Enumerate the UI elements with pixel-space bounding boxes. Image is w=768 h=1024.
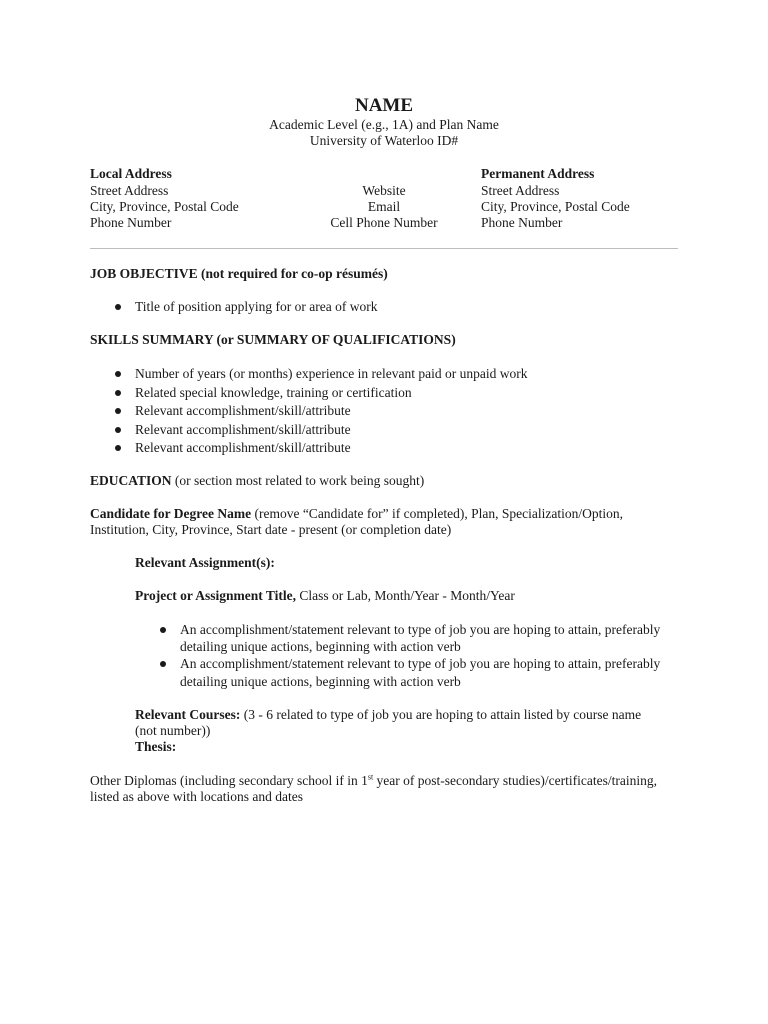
project-details: Class or Lab, Month/Year - Month/Year xyxy=(296,588,515,603)
relevant-courses-label: Relevant Courses: xyxy=(135,707,241,722)
education-heading-note: (or section most related to work being sought) xyxy=(171,473,425,488)
other-diplomas-line-2: listed as above with locations and dates xyxy=(90,789,303,804)
list-item-line: detailing unique actions, beginning with action verb xyxy=(180,674,461,689)
local-address-heading: Local Address xyxy=(90,166,172,181)
academic-level: Academic Level (e.g., 1A) and Plan Name xyxy=(269,117,499,132)
list-item: Relevant accomplishment/skill/attribute xyxy=(135,440,351,455)
student-id: University of Waterloo ID# xyxy=(309,133,459,148)
relevant-courses-note: (3 - 6 related to type of job you are hoping to attain listed by course name xyxy=(240,707,642,722)
bullet-icon xyxy=(160,627,166,633)
degree-line-1 xyxy=(90,506,623,522)
bullet-icon xyxy=(160,661,166,667)
list-item: Related special knowledge, training or certification xyxy=(135,385,412,400)
permanent-city: City, Province, Postal Code xyxy=(481,199,630,214)
degree-line-2: Institution, City, Province, Start date - present (or completion date) xyxy=(90,522,452,537)
other-diplomas-text-a: Other Diplomas (including secondary school if in 1 xyxy=(90,773,368,788)
skills-summary-heading: SKILLS SUMMARY (or SUMMARY OF QUALIFICATIONS) xyxy=(90,332,456,347)
website: Website xyxy=(362,183,406,198)
permanent-street: Street Address xyxy=(481,183,560,198)
list-item: Title of position applying for or area of work xyxy=(135,299,378,314)
bullet-icon xyxy=(115,408,121,414)
education-heading-bold: EDUCATION xyxy=(90,473,172,488)
email: Email xyxy=(367,199,401,214)
bullet-icon xyxy=(115,371,121,377)
other-diplomas-text-b: year of post-secondary studies)/certificates/training, xyxy=(373,773,657,788)
project-title-line xyxy=(135,588,515,604)
permanent-address-heading: Permanent Address xyxy=(481,166,595,181)
list-item-line: detailing unique actions, beginning with action verb xyxy=(180,639,461,654)
header-divider xyxy=(90,248,678,249)
relevant-courses-line-1 xyxy=(135,707,641,723)
relevant-assignments-label: Relevant Assignment(s): xyxy=(135,555,275,570)
local-city: City, Province, Postal Code xyxy=(90,199,239,214)
bullet-icon xyxy=(115,445,121,451)
bullet-icon xyxy=(115,304,121,310)
education-heading xyxy=(90,473,424,489)
degree-details: (remove “Candidate for” if completed), Plan, Specialization/Option, xyxy=(251,506,623,521)
bullet-icon xyxy=(115,427,121,433)
local-phone: Phone Number xyxy=(90,215,172,230)
ordinal-suffix: st xyxy=(367,772,374,782)
list-item: Relevant accomplishment/skill/attribute xyxy=(135,403,351,418)
cell-phone: Cell Phone Number xyxy=(330,215,438,230)
degree-name: Candidate for Degree Name xyxy=(90,506,252,521)
other-diplomas-line-1 xyxy=(90,773,657,789)
job-objective-heading: JOB OBJECTIVE (not required for co-op résumés) xyxy=(90,266,388,281)
local-street: Street Address xyxy=(90,183,169,198)
permanent-phone: Phone Number xyxy=(481,215,563,230)
list-item: Relevant accomplishment/skill/attribute xyxy=(135,422,351,437)
bullet-icon xyxy=(115,390,121,396)
list-item: Number of years (or months) experience in relevant paid or unpaid work xyxy=(135,366,528,381)
list-item-line: An accomplishment/statement relevant to type of job you are hoping to attain, preferably xyxy=(180,622,661,637)
resume-name: NAME xyxy=(354,95,414,116)
project-title: Project or Assignment Title, xyxy=(135,588,296,603)
list-item-line: An accomplishment/statement relevant to type of job you are hoping to attain, preferably xyxy=(180,656,661,671)
thesis-label: Thesis: xyxy=(135,739,177,754)
relevant-courses-line-2: (not number)) xyxy=(135,723,211,738)
